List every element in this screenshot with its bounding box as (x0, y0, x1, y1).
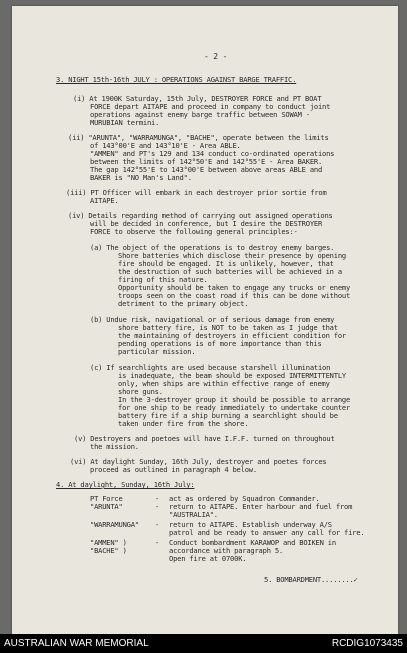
unit-name: "ARUNTA" (90, 502, 123, 511)
para-i-line: (i) At 1900K Saturday, 15th July, DESTROYER FORCE and PT BOAT (73, 94, 322, 103)
para-ii-line: (ii) "ARUNTA", "WARRAMUNGA", "BACHE", operate between the limits (68, 133, 329, 142)
section-3-heading: 3. NIGHT 15th-16th JULY : OPERATIONS AGAINST BARGE TRAFFIC. (56, 75, 297, 84)
para-a-line: troops seen on the coast road if this can be done without (118, 291, 351, 300)
para-ii-line: The gap 142°55'E to 143°00'E between above areas ABLE and (90, 165, 323, 174)
para-b-line: (b) Undue risk, navigational or of serious damage from enemy (90, 315, 335, 324)
unit-name: PT Force (90, 494, 123, 503)
unit-order-line: Conduct bombardment KARAWOP and BOIKEN in (169, 538, 336, 547)
section-4-heading: 4. At daylight, Sunday, 16th July: (56, 480, 195, 489)
unit-order-line: accordance with paragraph 5. (169, 546, 283, 555)
unit-order-line: act as ordered by Squadron Commander. (169, 494, 320, 503)
para-a-line: fire should be engaged. It is unlikely, however, that (118, 259, 334, 268)
para-iv-line: FORCE to observe the following general principles:- (90, 227, 298, 236)
para-iv-line: (iv) Details regarding method of carrying out assigned operations (68, 211, 333, 220)
para-i-line: operations against enemy barge traffic between SOWAM - (90, 110, 310, 119)
unit-order-line: return to AITAPE. Enter harbour and fuel from (169, 502, 353, 511)
unit-order-line: "AUSTRALIA". (169, 510, 218, 519)
para-c-line: only, when ships are within effective range of enemy (118, 379, 330, 388)
unit-order-line: return to AITAPE. Establish underway A/S (169, 520, 332, 529)
para-ii-line: of 143°00'E and 143°10'E - Area ABLE. (90, 141, 241, 150)
para-ii-line: "AMMEN" and PT's 129 and 134 conduct co-ordinated operations (90, 149, 335, 158)
para-c-line: is inadequate, the beam should be exposed INTERMITTENTLY (118, 371, 346, 380)
para-v-line: the mission. (90, 442, 139, 451)
unit-name: "AMMEN" ) (90, 538, 127, 547)
para-v-line: (v) Destroyers and poetoes will have I.F.F. turned on throughout (74, 434, 335, 443)
para-c-line: taken under fire from the shore. (118, 419, 249, 428)
unit-separator: - (155, 502, 160, 511)
unit-name: "BACHE" ) (90, 546, 127, 555)
para-b-line: particular mission. (118, 347, 196, 356)
para-a-line: (a) The object of the operations is to destroy enemy barges. (90, 243, 335, 252)
unit-order-line: Open fire at 0700K. (169, 554, 247, 563)
para-a-line: Opportunity should be taken to engage any trucks or enemy (118, 283, 351, 292)
continuation-line: 5. BOMBARDMENT........✓ (264, 575, 358, 584)
para-a-line: detriment to the primary object. (118, 299, 249, 308)
unit-name: "WARRAMUNGA" (90, 520, 139, 529)
para-vi-line: (vi) At daylight Sunday, 16th July, destroyer and poetes forces (70, 457, 327, 466)
footer-archive-name: AUSTRALIAN WAR MEMORIAL (4, 638, 149, 649)
para-i-line: FORCE depart AITAPE and proceed in company to conduct joint (90, 102, 331, 111)
footer-record-id: RCDIG1073435 (331, 638, 403, 649)
unit-order-line: patrol and be ready to answer any call for fire. (169, 528, 365, 537)
para-ii-line: between the limits of 142°50'E and 142°55'E - Area BAKER. (90, 157, 323, 166)
para-b-line: the maintaining of destroyers in efficient condition for (118, 331, 346, 340)
para-c-line: for one ship to be ready immediately to undertake counter (118, 403, 351, 412)
para-iv-line: will be decided in conference, but I desire the DESTROYER (90, 219, 323, 228)
para-iii-line: (iii) PT Officer will embark in each destroyer prior sortie from (66, 188, 327, 197)
unit-separator: - (155, 538, 160, 547)
unit-separator: - (155, 520, 160, 529)
para-c-line: In the 3-destroyer group it should be possible to arrange (118, 395, 351, 404)
para-i-line: MURUBIAN termini. (90, 118, 160, 127)
para-b-line: shore battery fire, is NOT to be taken as I judge that (118, 323, 338, 332)
para-c-line: battery fire if a ship burning a searchlight should be (118, 411, 338, 420)
page-number: - 2 - (204, 52, 228, 61)
document-page (12, 6, 398, 634)
para-ii-line: BAKER is "NO Man's Land". (90, 173, 192, 182)
para-iii-line: AITAPE. (90, 196, 119, 205)
para-b-line: pending operations is of more importance than this (118, 339, 322, 348)
para-vi-line: proceed as outlined in paragraph 4 below. (90, 465, 257, 474)
para-c-line: (c) If searchlights are used because starshell illumination (90, 363, 331, 372)
para-a-line: firing of this nature. (118, 275, 208, 284)
para-a-line: the destruction of such batteries will be achieved in a (118, 267, 342, 276)
para-a-line: Shore batteries which disclose their presence by opening (118, 251, 346, 260)
para-c-line: shore guns. (118, 387, 163, 396)
unit-separator: - (155, 494, 160, 503)
archive-footer (0, 634, 407, 653)
